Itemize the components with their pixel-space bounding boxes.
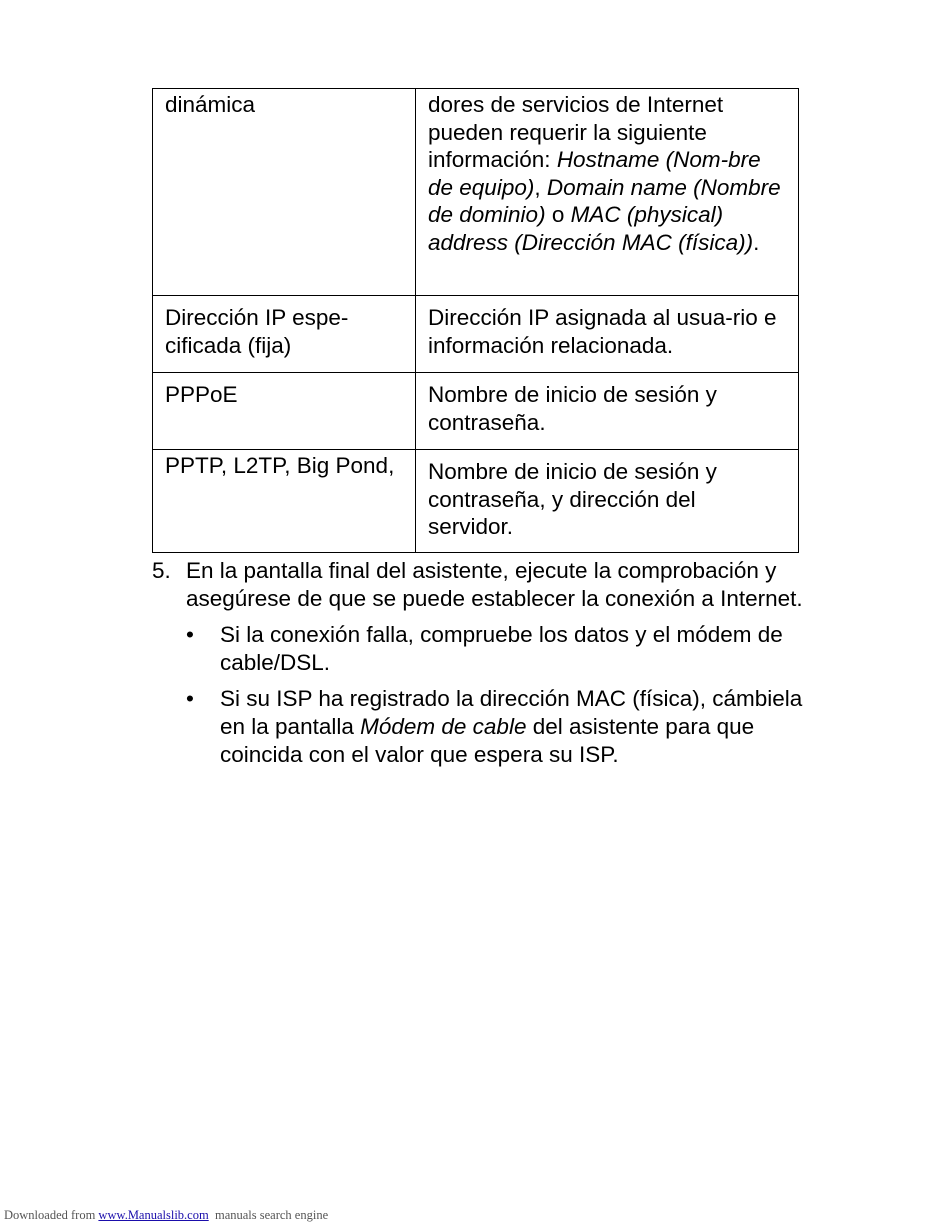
table-cell-type: dinámica xyxy=(153,89,416,296)
table-row xyxy=(153,373,799,450)
manualslib-link[interactable]: www.Manualslib.com xyxy=(98,1208,209,1222)
connection-info-table xyxy=(152,88,799,553)
table-cell-info: Nombre de inicio de sesión y contraseña. xyxy=(416,373,799,450)
bullet-icon: • xyxy=(186,622,194,647)
footer-prefix: Downloaded from xyxy=(4,1208,99,1222)
step-5 xyxy=(152,557,812,777)
list-item xyxy=(186,621,812,677)
mac-address-term: MAC (physical) address (Dirección MAC (física)) xyxy=(428,202,754,255)
list-item xyxy=(186,685,812,769)
table-cell-info: Nombre de inicio de sesión y contraseña, y dirección del servidor. xyxy=(416,450,799,553)
footer-suffix: manuals search engine xyxy=(208,1208,329,1222)
download-footer xyxy=(4,1208,328,1223)
cell-text: , xyxy=(534,174,547,200)
table-row xyxy=(153,450,799,553)
cell-text: . xyxy=(753,229,760,255)
step-bullet-list xyxy=(186,621,812,769)
table-cell-info: Dirección IP asignada al usua-rio e información relacionada. xyxy=(416,296,799,373)
domain-name-term: Domain name (Nombre de dominio) xyxy=(428,174,781,227)
table-cell-type: PPTP, L2TP, Big Pond, xyxy=(153,450,416,553)
bullet-text: del asistente para que coincida con el valor que espera su ISP. xyxy=(220,714,755,767)
step-number: 5. xyxy=(152,558,171,583)
table-cell-type: Dirección IP espe-cificada (fija) xyxy=(153,296,416,373)
table-row xyxy=(153,89,799,296)
cell-text: dores de servicios de Internet pueden requerir la siguiente información: xyxy=(428,92,724,172)
table-cell-type: PPPoE xyxy=(153,373,416,450)
hostname-term: Hostname (Nom-bre de equipo) xyxy=(428,147,761,200)
bullet-text: Si su ISP ha registrado la dirección MAC (física), cámbiela en la pantalla xyxy=(220,686,803,739)
bullet-icon: • xyxy=(186,686,194,711)
cell-text: o xyxy=(545,202,571,227)
bullet-text: Si la conexión falla, compruebe los datos y el módem de cable/DSL. xyxy=(220,622,783,675)
step-text: En la pantalla final del asistente, ejecute la comprobación y asegúrese de que se puede establecer la conexión a Internet. xyxy=(186,558,803,611)
table-row xyxy=(153,296,799,373)
cable-modem-screen-term: Módem de cable xyxy=(360,714,527,739)
table-cell-info xyxy=(416,89,799,296)
